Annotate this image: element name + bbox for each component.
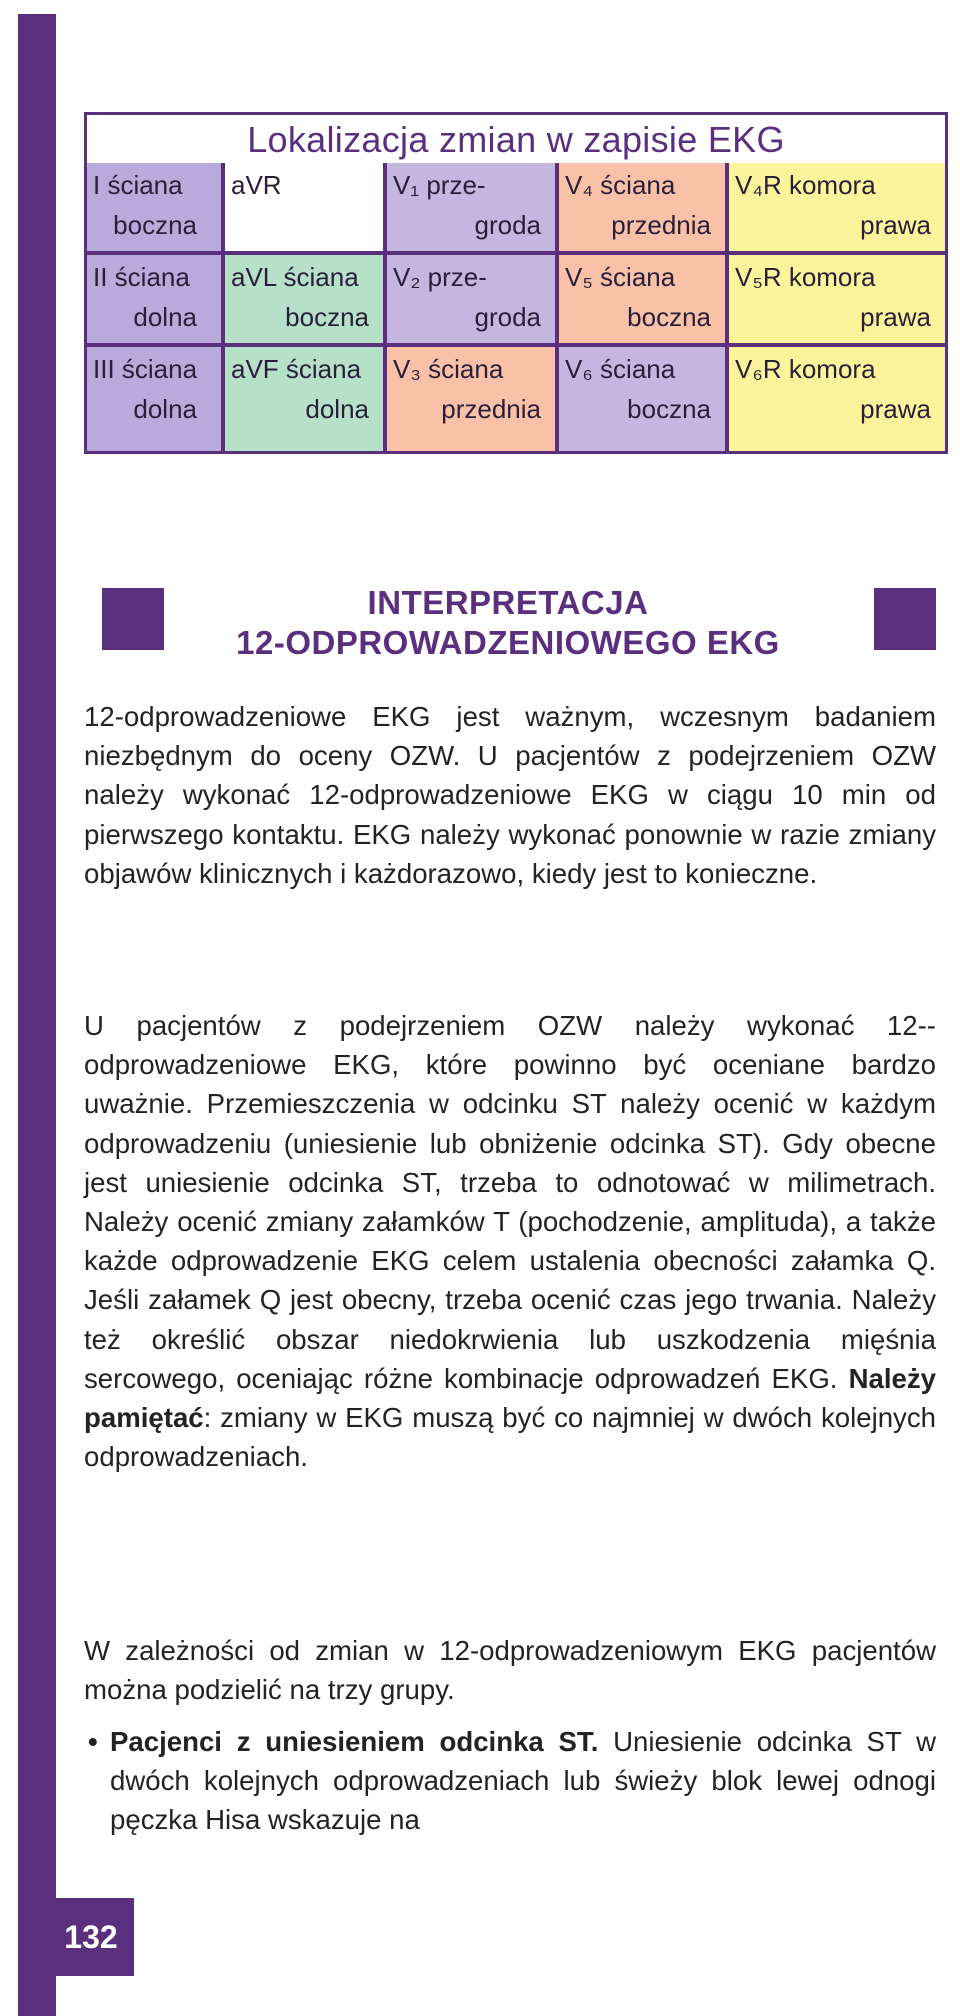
cell-line-1: V₄R komora (735, 170, 876, 200)
paragraph-1-text: 12-odprowadzeniowe EKG jest ważnym, wczesnym badaniem niezbędnym do oceny OZW. U pacjentów z podejrzeniem OZW należy wykonać 12-odprowadzeniowe EKG w ciągu 10 min od pierwszego kontaktu. EKG należy wykonać ponownie w razie zmiany objawów klinicznych i każdorazowo, kiedy jest to konieczne. (84, 701, 936, 889)
table-cell-r2-c2 (225, 255, 387, 347)
paragraph-2-part-b: : zmiany w EKG muszą być co najmniej w dwóch kolejnych odprowadzeniach. (84, 1402, 936, 1473)
table-cell-r1-c1 (87, 163, 225, 255)
cell-line-1: V₂ prze- (393, 262, 487, 292)
heading-square-left (102, 588, 164, 650)
cell-line-2: dolna (133, 394, 197, 424)
table-cell-r3-c3 (387, 347, 559, 451)
bullet-body (110, 1722, 936, 1840)
table-cell-r3-c2 (225, 347, 387, 451)
cell-line-1: V₄ ściana (565, 170, 676, 200)
heading-square-right (874, 588, 936, 650)
remember-note: Należy pamiętać (84, 1362, 936, 1434)
cell-line-1: II ściana (93, 262, 190, 292)
bullet-text: Uniesienie odcinka ST w dwóch kolejnych odprowadzeniach lub świeży blok lewej odnogi pęczka Hisa wskazuje na (110, 1726, 936, 1836)
cell-line-2: dolna (133, 302, 197, 332)
paragraph-3 (84, 1631, 936, 1709)
cell-line-2: boczna (113, 210, 197, 240)
paragraph-1 (84, 697, 936, 893)
cell-line-2: prawa (860, 210, 931, 240)
bullet-dot: • (88, 1726, 98, 1757)
bullet-item (84, 1722, 936, 1840)
cell-line-1: III ściana (93, 354, 198, 384)
cell-line-2: przednia (441, 394, 541, 424)
cell-line-2: prawa (860, 302, 931, 332)
cell-line-2: groda (474, 302, 541, 332)
table-cell-r1-c2 (225, 163, 387, 255)
cell-line-1: V₃ ściana (393, 354, 504, 384)
paragraph-2-part-a: U pacjentów z podejrzeniem OZW należy wykonać 12--odprowadzeniowe EKG, które powinno być oceniane bardzo uważnie. Przemieszczenia w odcinku ST należy ocenić w każdym odprowadzeniu (uniesienie lub obniżenie odcinka ST). Gdy obecne jest uniesienie odcinka ST, trzeba to odnotować w milimetrach. Należy ocenić zmiany załamków T (pochodzenie, amplituda), a także każde odprowadzenie EKG celem ustalenia obecności załamka Q. Jeśli załamek Q jest obecny, trzeba ocenić czas jego trwania. Należy też określić obszar niedokrwienia lub uszkodzenia mięśnia sercowego, oceniając różne kombinacje odprowadzeń EKG. (84, 1010, 936, 1394)
cell-line-1: aVL ściana (231, 262, 359, 292)
paragraph-2-text (84, 1006, 936, 1476)
cell-line-1: aVF ściana (231, 354, 362, 384)
ekg-localization-table (84, 112, 948, 454)
table-cell-r3-c4 (559, 347, 729, 451)
table-cell-r2-c1 (87, 255, 225, 347)
paragraph-2 (84, 1006, 936, 1476)
section-heading-line2: 12-ODPROWADZENIOWEGO EKG (236, 624, 780, 661)
cell-line-2: przednia (611, 210, 711, 240)
cell-line-2: boczna (627, 302, 711, 332)
section-heading-line1: INTERPRETACJA (367, 584, 649, 621)
table-cell-r2-c5 (729, 255, 945, 347)
cell-line-2: dolna (305, 394, 369, 424)
cell-line-2: boczna (285, 302, 369, 332)
cell-line-1: V₆ ściana (565, 354, 676, 384)
cell-line-2: groda (474, 210, 541, 240)
paragraph-3-text: W zależności od zmian w 12-odprowadzeniowym EKG pacjentów można podzielić na trzy grupy. (84, 1635, 936, 1706)
table-cell-r1-c5 (729, 163, 945, 255)
cell-line-1: V₆R komora (735, 354, 876, 384)
cell-line-1: V₁ prze- (393, 170, 486, 200)
page-number: 132 (48, 1898, 134, 1976)
table-cell-r2-c3 (387, 255, 559, 347)
table-cell-r2-c4 (559, 255, 729, 347)
table-cell-r1-c4 (559, 163, 729, 255)
side-color-bar (18, 14, 56, 2016)
cell-line-2: boczna (627, 394, 711, 424)
table-title: Lokalizacja zmian w zapisie EKG (247, 119, 785, 160)
cell-line-2: prawa (860, 394, 931, 424)
table-cell-r3-c5 (729, 347, 945, 451)
cell-line-1: V₅R komora (735, 262, 876, 292)
cell-line-1: I ściana (93, 170, 183, 200)
cell-line-1: aVR (231, 170, 282, 200)
cell-line-1: V₅ ściana (565, 262, 676, 292)
bullet-heading: Pacjenci z uniesieniem odcinka ST. (110, 1726, 599, 1757)
table-cell-r3-c1 (87, 347, 225, 451)
table-cell-r1-c3 (387, 163, 559, 255)
